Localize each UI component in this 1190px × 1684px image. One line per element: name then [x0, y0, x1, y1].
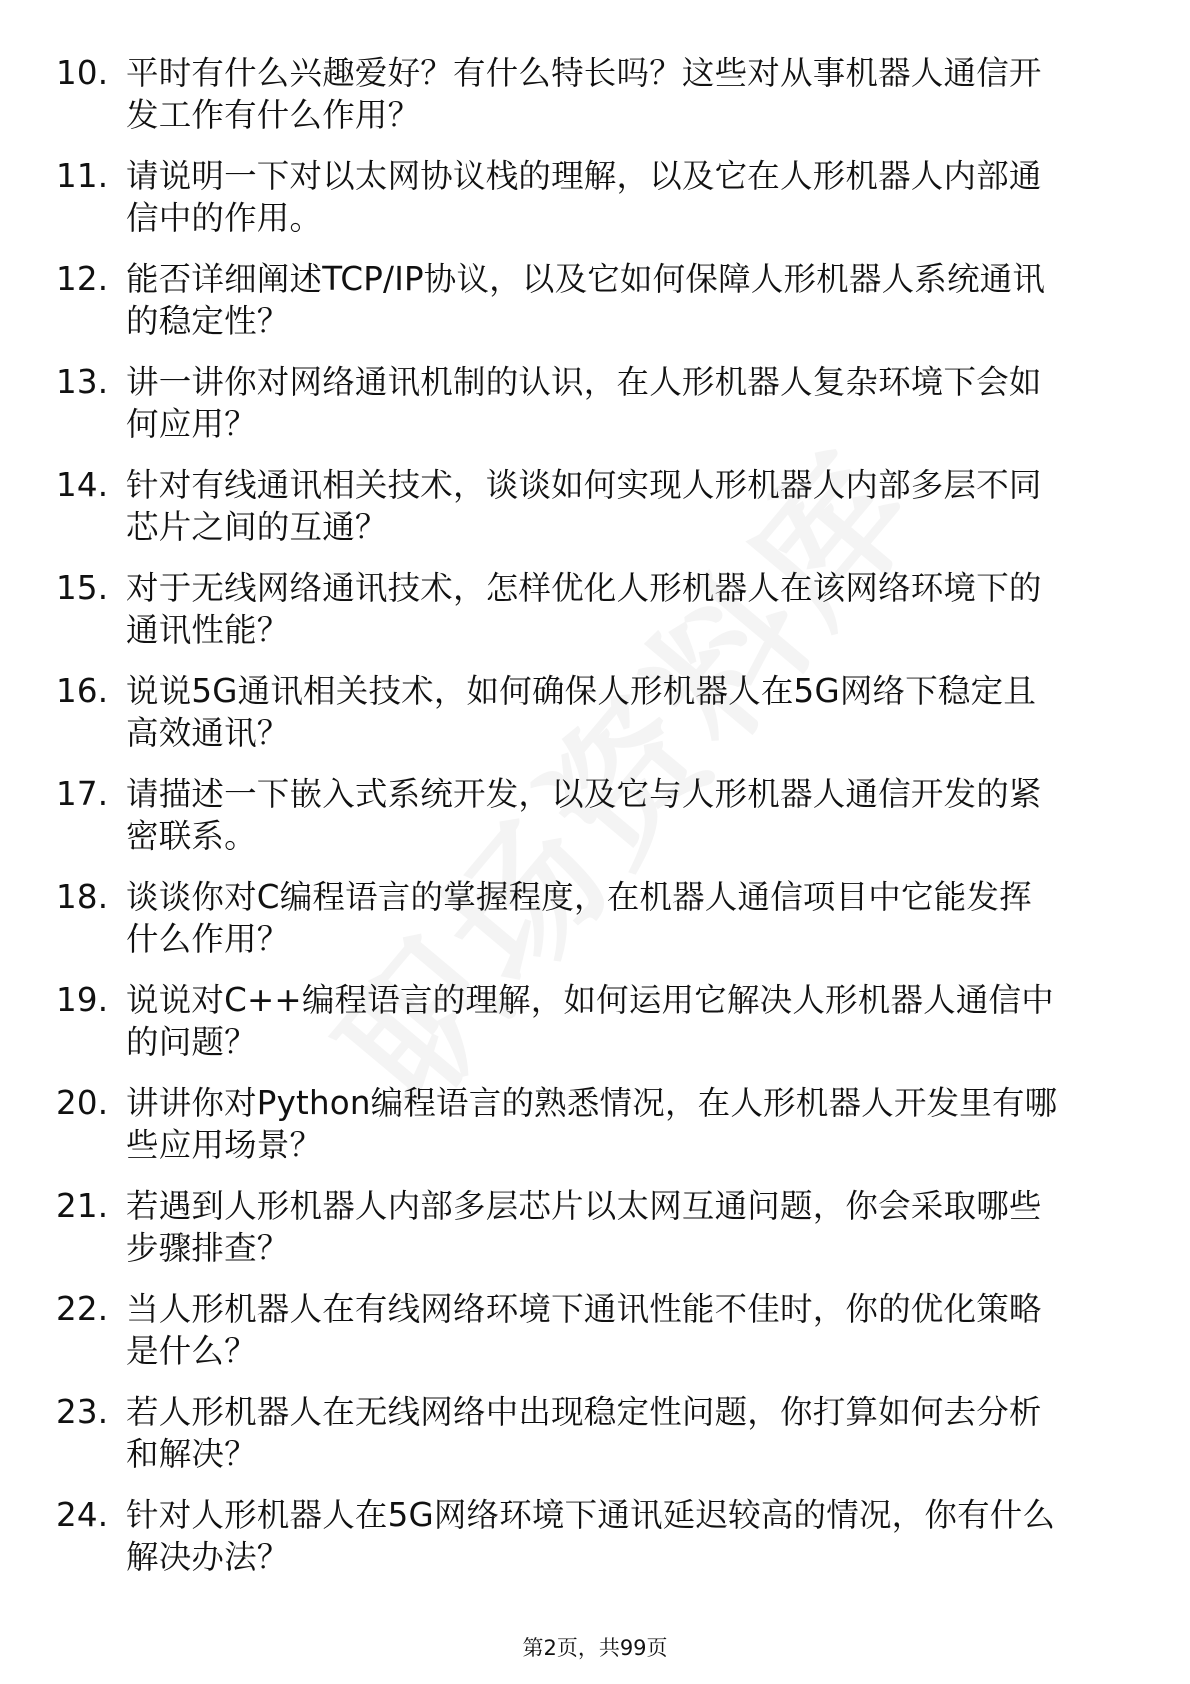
question-text-line-1: 当人形机器人在有线网络环境下通讯性能不佳时，你的优化策略	[126, 1290, 1042, 1328]
question-number: 14.	[56, 466, 109, 504]
question-text-line-2: 和解决？	[126, 1435, 257, 1473]
question-text-line-1: 对于无线网络通讯技术，怎样优化人形机器人在该网络环境下的	[126, 569, 1042, 607]
question-text-line-1: 讲一讲你对网络通讯机制的认识，在人形机器人复杂环境下会如	[126, 363, 1042, 401]
question-number: 20.	[56, 1084, 109, 1122]
question-text-line-2: 的稳定性？	[126, 302, 290, 340]
question-text-line-1: 请描述一下嵌入式系统开发，以及它与人形机器人通信开发的紧	[126, 775, 1042, 813]
question-number: 18.	[56, 878, 109, 916]
question-number: 23.	[56, 1393, 109, 1431]
question-text-line-1: 谈谈你对C编程语言的掌握程度，在机器人通信项目中它能发挥	[126, 878, 1032, 916]
question-number: 15.	[56, 569, 109, 607]
question-item	[56, 876, 1136, 962]
question-item	[56, 670, 1136, 756]
question-item	[56, 258, 1136, 344]
question-text-line-1: 针对有线通讯相关技术，谈谈如何实现人形机器人内部多层不同	[126, 466, 1042, 504]
question-item	[56, 155, 1136, 241]
question-text-line-2: 何应用？	[126, 405, 257, 443]
question-text-line-2: 高效通讯？	[126, 714, 290, 752]
question-text-line-2: 密联系。	[126, 817, 257, 855]
page-footer	[0, 1634, 1190, 1662]
question-item	[56, 1185, 1136, 1271]
question-list	[56, 52, 1136, 1597]
question-item	[56, 1082, 1136, 1168]
question-number: 21.	[56, 1187, 109, 1225]
question-number: 13.	[56, 363, 109, 401]
question-text-line-2: 些应用场景？	[126, 1126, 323, 1164]
question-text-line-2: 通讯性能？	[126, 611, 290, 649]
question-text-line-1: 能否详细阐述TCP/IP协议，以及它如何保障人形机器人系统通讯	[126, 260, 1046, 298]
question-text-line-1: 讲讲你对Python编程语言的熟悉情况，在人形机器人开发里有哪	[126, 1084, 1058, 1122]
question-number: 17.	[56, 775, 109, 813]
question-item	[56, 1494, 1136, 1580]
question-number: 24.	[56, 1496, 109, 1534]
question-number: 10.	[56, 54, 109, 92]
question-text-line-1: 请说明一下对以太网协议栈的理解，以及它在人形机器人内部通	[126, 157, 1042, 195]
question-text-line-1: 针对人形机器人在5G网络环境下通讯延迟较高的情况，你有什么	[126, 1496, 1056, 1534]
question-text-line-1: 平时有什么兴趣爱好？有什么特长吗？这些对从事机器人通信开	[126, 54, 1042, 92]
question-text-line-2: 是什么？	[126, 1332, 257, 1370]
question-item	[56, 361, 1136, 447]
question-text-line-2: 步骤排查？	[126, 1229, 290, 1267]
question-item	[56, 1391, 1136, 1477]
question-text-line-2: 发工作有什么作用？	[126, 96, 421, 134]
question-item	[56, 1288, 1136, 1374]
question-item	[56, 464, 1136, 550]
question-text-line-1: 若遇到人形机器人内部多层芯片以太网互通问题，你会采取哪些	[126, 1187, 1042, 1225]
question-text-line-2: 解决办法？	[126, 1538, 290, 1576]
question-item	[56, 773, 1136, 859]
page-number-label: 第2页，共99页	[522, 1636, 668, 1660]
question-text-line-2: 什么作用？	[126, 920, 290, 958]
question-number: 22.	[56, 1290, 109, 1328]
question-item	[56, 979, 1136, 1065]
question-number: 11.	[56, 157, 109, 195]
question-number: 12.	[56, 260, 109, 298]
question-number: 16.	[56, 672, 109, 710]
question-item	[56, 567, 1136, 653]
question-text-line-1: 说说5G通讯相关技术，如何确保人形机器人在5G网络下稳定且	[126, 672, 1037, 710]
question-text-line-1: 若人形机器人在无线网络中出现稳定性问题，你打算如何去分析	[126, 1393, 1042, 1431]
question-text-line-1: 说说对C++编程语言的理解，如何运用它解决人形机器人通信中	[126, 981, 1054, 1019]
question-text-line-2: 的问题？	[126, 1023, 257, 1061]
question-text-line-2: 芯片之间的互通？	[126, 508, 388, 546]
question-item	[56, 52, 1136, 138]
question-text-line-2: 信中的作用。	[126, 199, 323, 237]
question-number: 19.	[56, 981, 109, 1019]
